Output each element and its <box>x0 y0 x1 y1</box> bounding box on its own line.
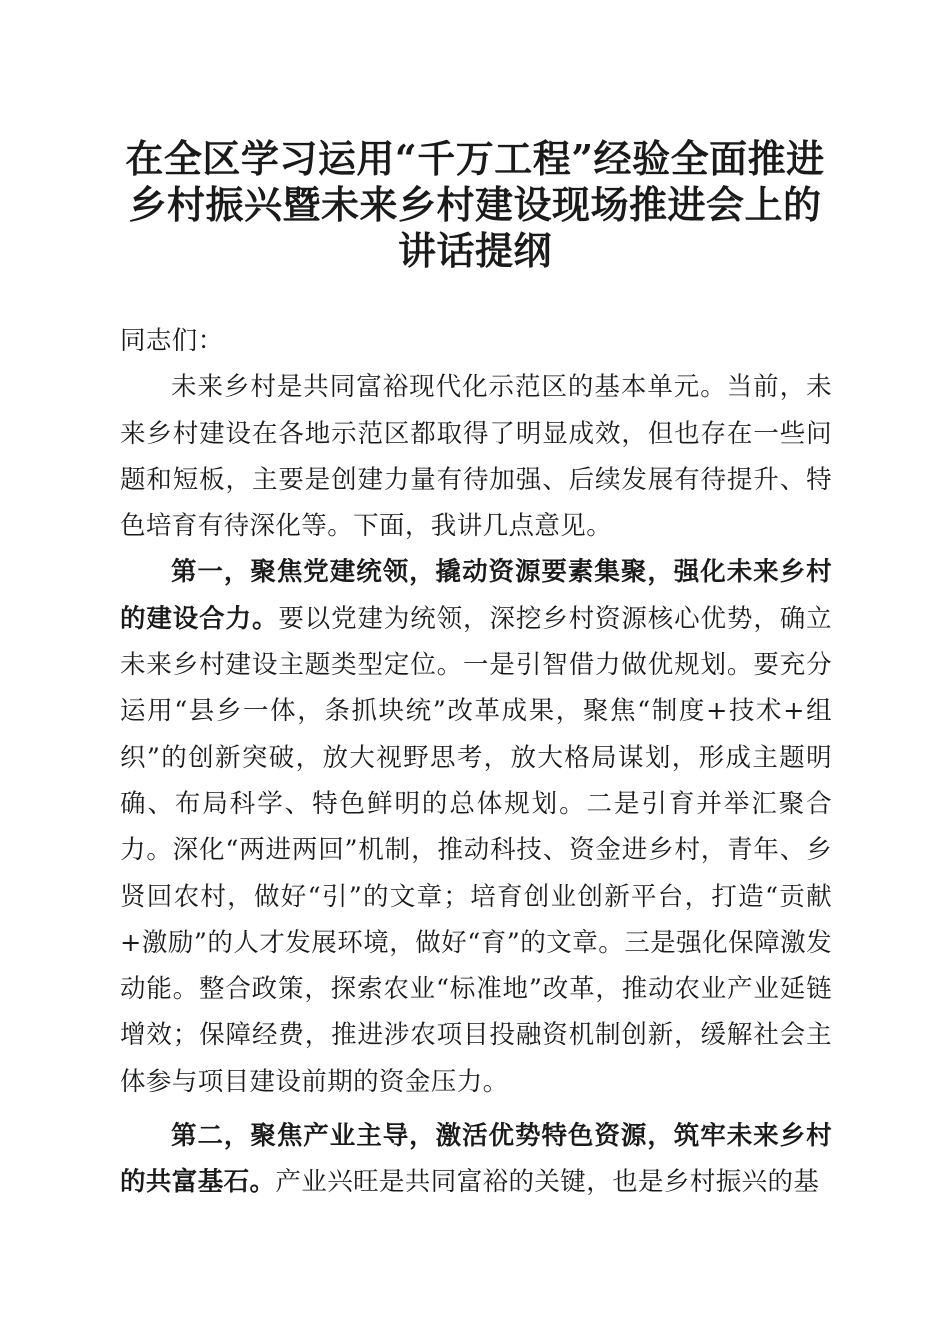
section-2-body: 产业兴旺是共同富裕的关键，也是乡村振兴的基 <box>275 1167 820 1198</box>
salutation: 同志们： <box>120 326 224 356</box>
section-2-paragraph <box>120 1113 832 1206</box>
section-1-lead: 第一，聚焦党建统领，撬动资源要素集聚，强化未来乡村的建设合力。 <box>120 557 832 634</box>
section-1-body: 要以党建为统领，深挖乡村资源核心优势，确立未来乡村建设主题类型定位。一是引智借力做优规划。要充分运用“县乡一体，条抓块统”改革成果，聚焦“制度+技术+组织”的创新突破，放大视野思考，放大格局谋划，形成主题明确、布局科学、特色鲜明的总体规划。二是引育并举汇聚合力。深化“两进两回”机制，推动科技、资金进乡村，青年、乡贤回农村，做好“引”的文章；培育创业创新平台，打造“贡献+激励”的人才发展环境，做好“育”的文章。三是强化保障激发动能。整合政策，探索农业“标准地”改革，推动农业产业延链增效；保障经费，推进涉农项目投融资机制创新，缓解社会主体参与项目建设前期的资金压力。 <box>120 603 833 1097</box>
intro-paragraph: 未来乡村是共同富裕现代化示范区的基本单元。当前，未来乡村建设在各地示范区都取得了明显成效，但也存在一些问题和短板，主要是创建力量有待加强、后续发展有待提升、特色培育有待深化等。下面，我讲几点意见。 <box>120 372 832 542</box>
section-1-paragraph <box>120 549 832 1105</box>
document-title: 在全区学习运用“千万工程”经验全面推进乡村振兴暨未来乡村建设现场推进会上的讲话提纲 <box>125 136 825 273</box>
document-body <box>120 318 832 1206</box>
section-2-lead: 第二，聚焦产业主导，激活优势特色资源，筑牢未来乡村的共富基石。 <box>120 1121 832 1198</box>
